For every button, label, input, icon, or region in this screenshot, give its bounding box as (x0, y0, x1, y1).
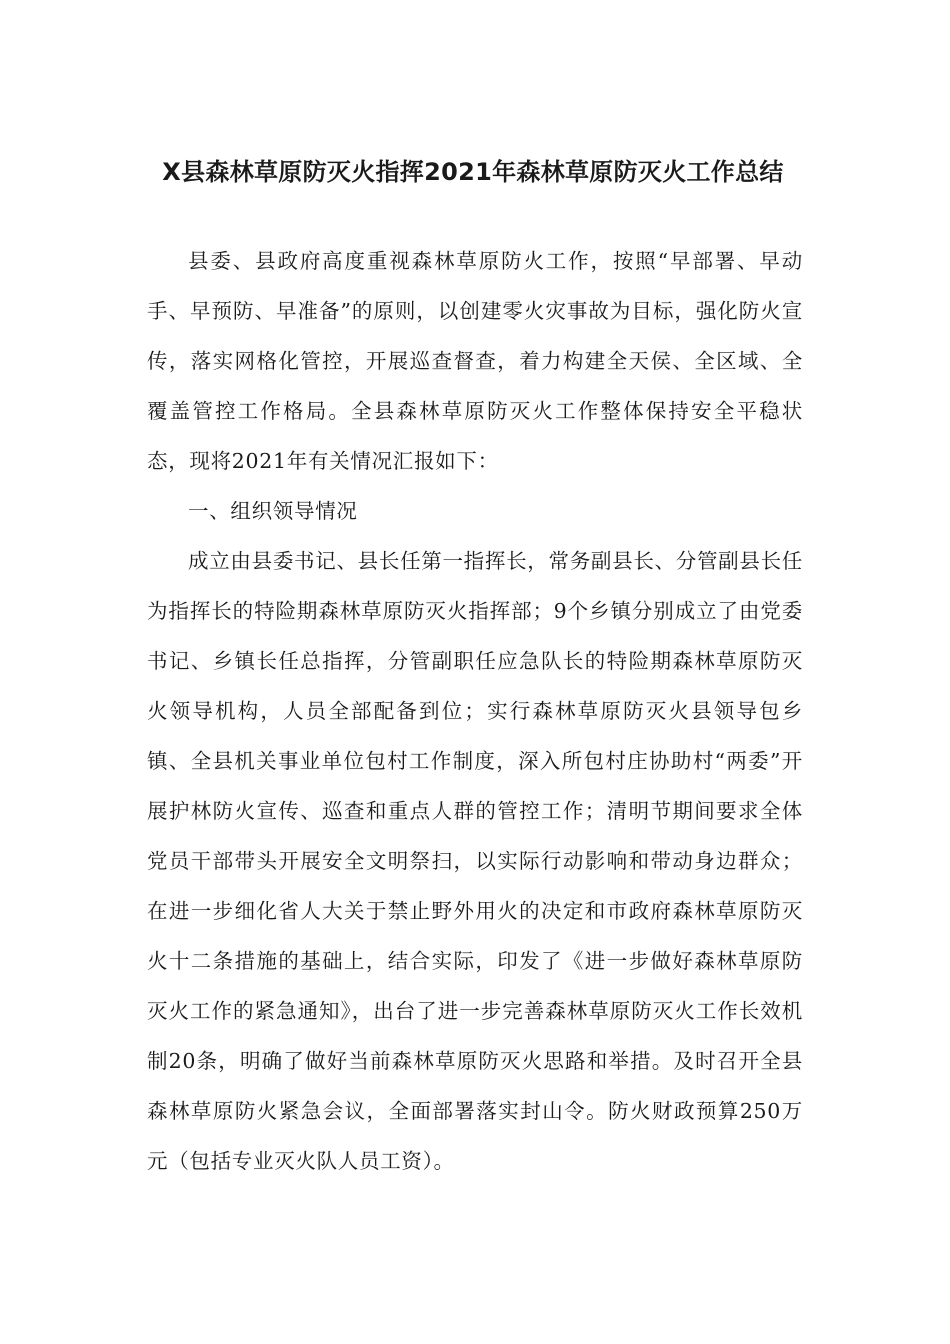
section-heading: 一、组织领导情况 (188, 499, 358, 523)
document-page (147, 155, 803, 1186)
document-title: X县森林草原防灭火指挥2021年森林草原防灭火工作总结 (162, 158, 784, 186)
section-paragraph: 成立由县委书记、县长任第一指挥长，常务副县长、分管副县长任为指挥长的特险期森林草原防灭火指挥部；9个乡镇分别成立了由党委书记、乡镇长任总指挥，分管副职任应急队长的特险期森林草原防灭火领导机构，人员全部配备到位；实行森林草原防灭火县领导包乡镇、全县机关事业单位包村工作制度，深入所包村庄协助村“两委”开展护林防火宣传、巡查和重点人群的管控工作；清明节期间要求全体党员干部带头开展安全文明祭扫，以实际行动影响和带动身边群众；在进一步细化省人大关于禁止野外用火的决定和市政府森林草原防灭火十二条措施的基础上，结合实际，印发了《进一步做好森林草原防灭火工作的紧急通知》，出台了进一步完善森林草原防灭火工作长效机制20条，明确了做好当前森林草原防灭火思路和举措。及时召开全县森林草原防火紧急会议，全面部署落实封山令。防火财政预算250万元（包括专业灭火队人员工资）。 (147, 549, 803, 1173)
intro-paragraph: 县委、县政府高度重视森林草原防火工作，按照“早部署、早动手、早预防、早准备”的原则，以创建零火灾事故为目标，强化防火宣传，落实网格化管控，开展巡查督查，着力构建全天侯、全区域、全覆盖管控工作格局。全县森林草原防灭火工作整体保持安全平稳状态，现将2021年有关情况汇报如下： (147, 249, 803, 473)
